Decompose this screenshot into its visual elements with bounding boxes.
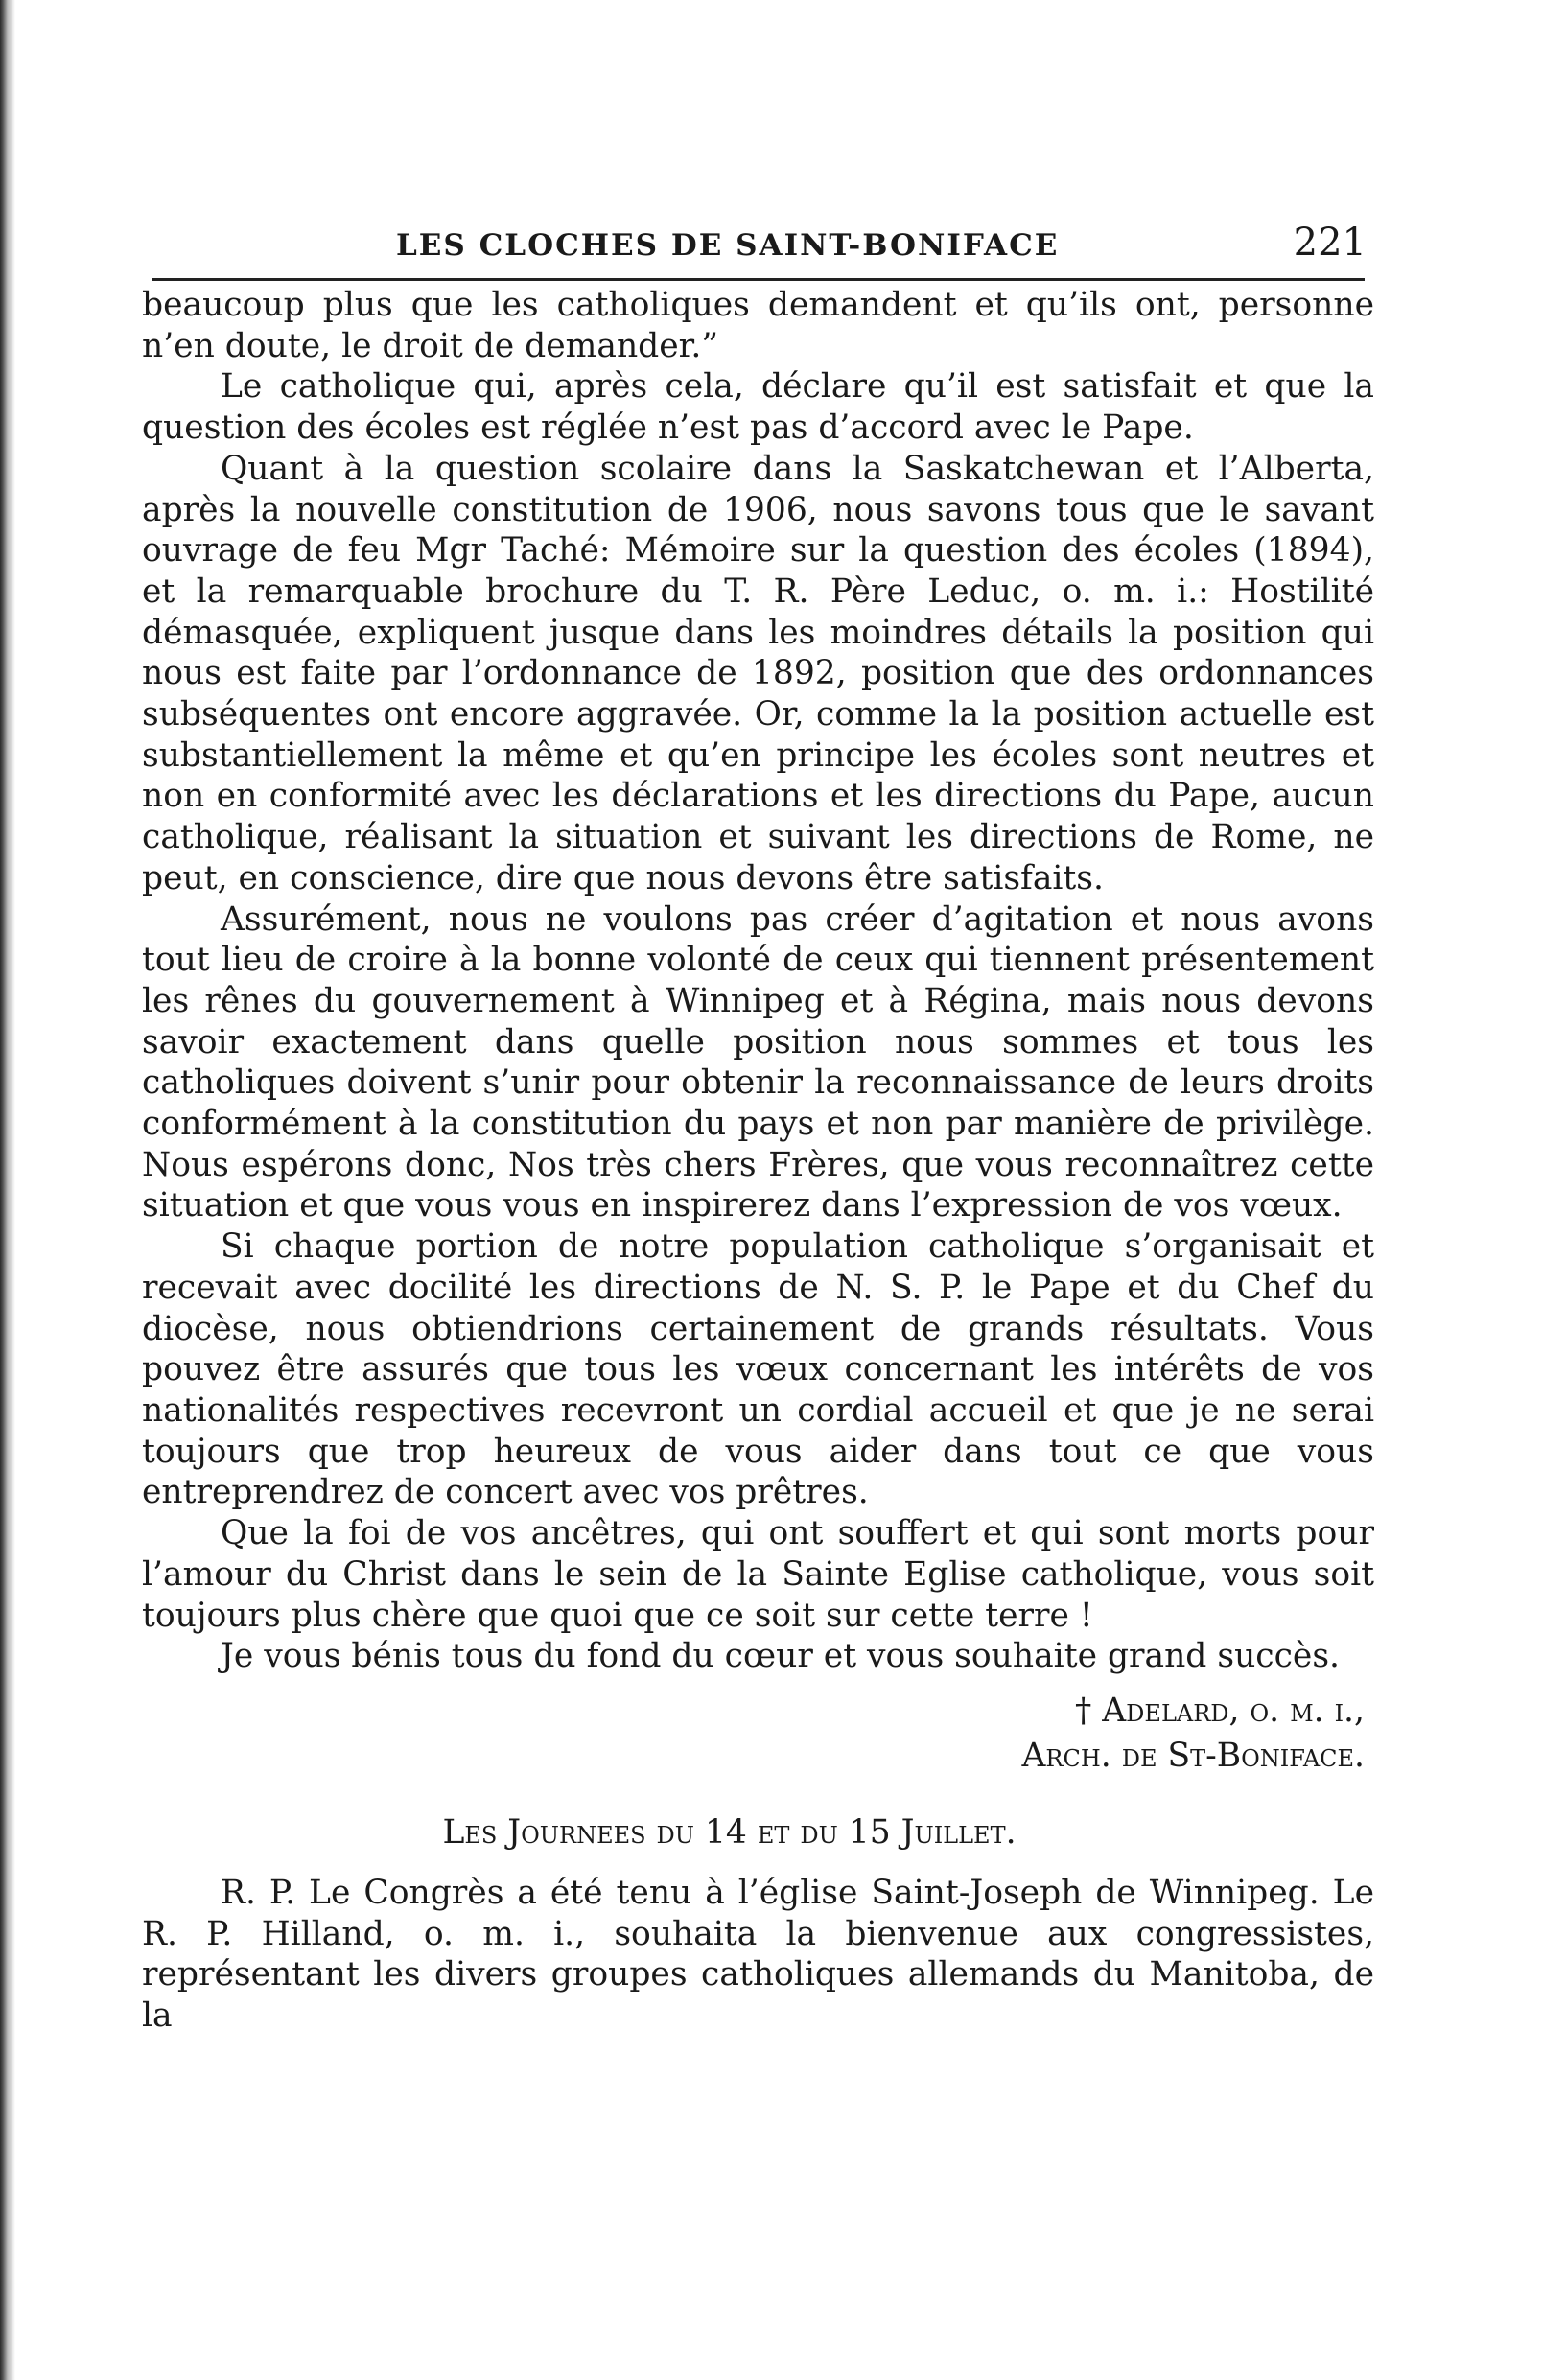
paragraph: beaucoup plus que les catholiques demandent et qu’ils ont, personne n’en doute, le droit de demander.”	[142, 286, 1374, 365]
signature-title: Arch. de St-Boniface.	[1021, 1736, 1365, 1775]
signature-block	[142, 1691, 1374, 1776]
paragraph: Le catholique qui, après cela, déclare qu’il est satisfait et que la question des écoles est réglée n’est pas d’accord avec le Pape.	[142, 367, 1374, 448]
header-rule	[152, 278, 1365, 281]
page-number: 221	[1293, 221, 1367, 265]
running-title: LES CLOCHES DE SAINT-BONIFACE	[396, 228, 1060, 263]
paragraph: Quant à la question scolaire dans la Saskatchewan et l’Alberta, après la nouvelle constitution de 1906, nous savons tous que le savant ouvrage de feu Mgr Taché: Mémoire sur la question des écoles (1894), et la remarquable brochure du T. R. Père Leduc, o. m. i.: Hostilité démasquée, expliquent jusque dans les moindres détails la position qui nous est faite par l’ordonnance de 1892, position que des ordonnances subséquentes ont encore aggravée. Or, comme la la position actuelle est substantiellement la même et qu’en principe les écoles sont neutres et non en conformité avec les déclarations et les directions du Pape, aucun catholique, réalisant la situation et suivant les directions de Rome, ne peut, en conscience, dire que nous devons être satisfaits.	[142, 449, 1374, 898]
paragraph: R. P. Le Congrès a été tenu à l’église Saint-Joseph de Winnipeg. Le R. P. Hilland, o. m. i., souhaita la bienvenue aux congressistes, représentant les divers groupes catholiques allemands du Manitoba, de la	[142, 1874, 1374, 2036]
section-heading: Les Journees du 14 et du 15 Juillet.	[442, 1813, 1017, 1853]
paragraph: Si chaque portion de notre population catholique s’organisait et recevait avec docilité les directions de N. S. P. le Pape et du Chef du diocèse, nous obtiendrions certainement de grands résultats. Vous pouvez être assurés que tous les vœux concernant les intérêts de vos nationalités respectives recevront un cordial accueil et que je ne serai toujours que trop heureux de vous aider dans tout ce que vous entreprendrez de concert avec vos prêtres.	[142, 1227, 1374, 1512]
body-text	[142, 285, 1374, 2037]
paragraph: Assurément, nous ne voulons pas créer d’agitation et nous avons tout lieu de croire à la bonne volonté de ceux qui tiennent présentement les rênes du gouvernement à Winnipeg et à Régina, mais nous devons savoir exactement dans quelle position nous sommes et tous les catholiques doivent s’unir pour obtenir la reconnaissance de leurs droits conformément à la constitution du pays et non par manière de privilège. Nous espérons donc, Nos très chers Frères, que vous reconnaîtrez cette situation et que vous vous en inspirerez dans l’expression de vos vœux.	[142, 899, 1374, 1225]
signature-name: † Adelard, o. m. i.,	[1075, 1691, 1365, 1730]
running-head	[142, 221, 1374, 278]
book-page	[142, 221, 1374, 2037]
page-binding-edge	[0, 0, 15, 2380]
paragraph: Je vous bénis tous du fond du cœur et vous souhaite grand succès.	[221, 1637, 1341, 1676]
paragraph: Que la foi de vos ancêtres, qui ont souffert et qui sont morts pour l’amour du Christ dans le sein de la Sainte Eglise catholique, vous soit toujours plus chère que quoi que ce soit sur cette terre !	[142, 1514, 1374, 1635]
